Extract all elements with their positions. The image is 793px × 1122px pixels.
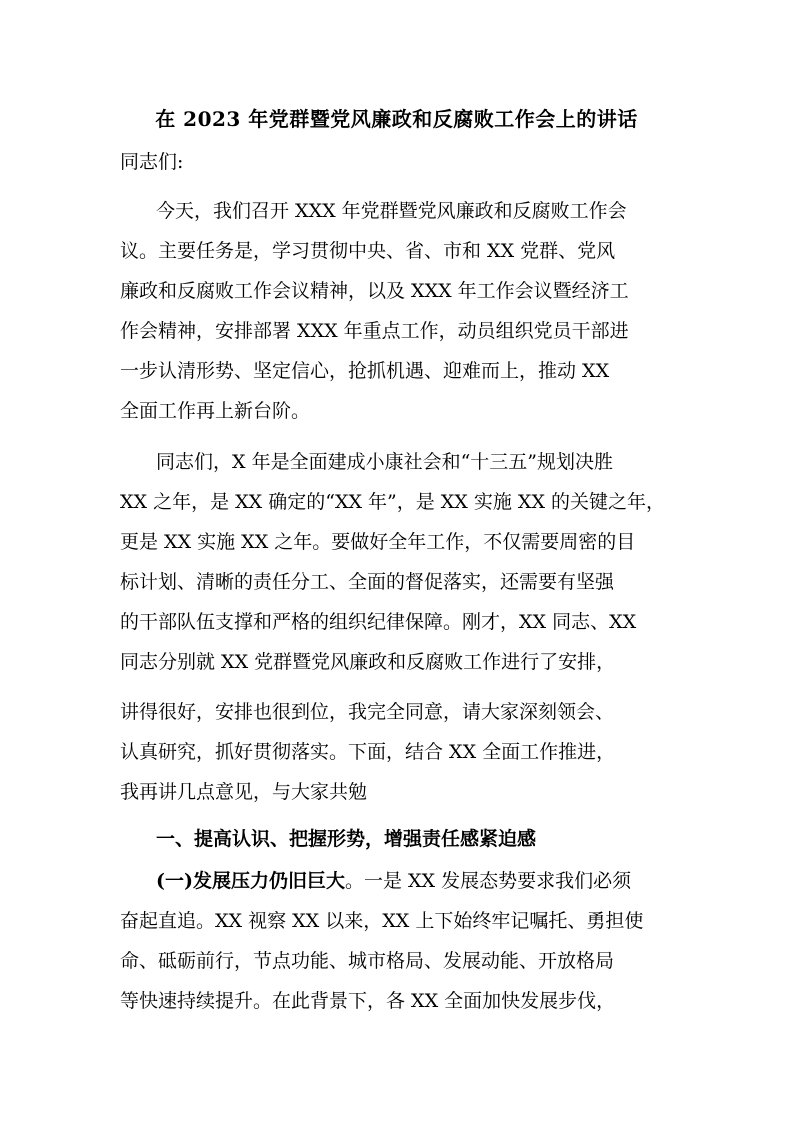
paragraph-2-line-7: 讲得很好，安排也很到位，我完全同意，请大家深刻领会、 <box>120 701 615 723</box>
paragraph-2-line-1: 同志们，X 年是全面建成小康社会和“十三五”规划决胜 <box>156 451 613 473</box>
paragraph-2-line-3: 更是 XX 实施 XX 之年。要做好全年工作，不仅需要周密的目 <box>120 531 636 553</box>
section-heading-1: 一、提高认识、把握形势，增强责任感紧迫感 <box>156 828 537 850</box>
document-title: 在 2023 年党群暨党风廉政和反腐败工作会上的讲话 <box>155 107 638 131</box>
paragraph-2-line-5: 的干部队伍支撑和严格的组织纪律保障。刚才，XX 同志、XX <box>120 611 637 633</box>
paragraph-2-line-6: 同志分别就 XX 党群暨党风廉政和反腐败工作进行了安排， <box>120 651 616 673</box>
paragraph-1-line-4: 作会精神，安排部署 XXX 年重点工作，动员组织党员干部进 <box>120 320 629 342</box>
paragraph-1-line-3: 廉政和反腐败工作会议精神，以及 XXX 年工作会议暨经济工 <box>120 280 629 302</box>
paragraph-3-line-2: 奋起直追。XX 视察 XX 以来，XX 上下始终牢记嘱托、勇担使 <box>120 910 644 932</box>
paragraph-2-line-2: XX 之年，是 XX 确定的“XX 年”，是 XX 实施 XX 的关键之年， <box>120 491 666 513</box>
paragraph-3-line-3: 命、砥砺前行，节点功能、城市格局、发展动能、开放格局 <box>120 950 615 972</box>
paragraph-1-line-5: 一步认清形势、坚定信心，抢抓机遇、迎难而上，推动 XX <box>120 360 610 382</box>
subsection-heading-1: (一)发展压力仍旧巨大 <box>156 870 345 892</box>
paragraph-2-line-8: 认真研究，抓好贯彻落实。下面，结合 XX 全面工作推进， <box>120 741 616 763</box>
paragraph-2-line-9: 我再讲几点意见，与大家共勉 <box>120 781 368 803</box>
salutation: 同志们: <box>120 151 184 173</box>
paragraph-1-line-6: 全面工作再上新台阶。 <box>120 400 311 422</box>
paragraph-3-line-1-text: 。一是 XX 发展态势要求我们必须 <box>344 870 632 892</box>
paragraph-1-line-2: 议。主要任务是，学习贯彻中央、省、市和 XX 党群、党风 <box>120 240 616 262</box>
paragraph-2-line-4: 标计划、清晰的责任分工、全面的督促落实，还需要有坚强 <box>120 571 615 593</box>
paragraph-3-line-1 <box>156 867 631 895</box>
paragraph-3-line-4: 等快速持续提升。在此背景下，各 XX 全面加快发展步伐， <box>120 990 616 1012</box>
paragraph-1-line-1: 今天，我们召开 XXX 年党群暨党风廉政和反腐败工作会 <box>156 200 627 222</box>
